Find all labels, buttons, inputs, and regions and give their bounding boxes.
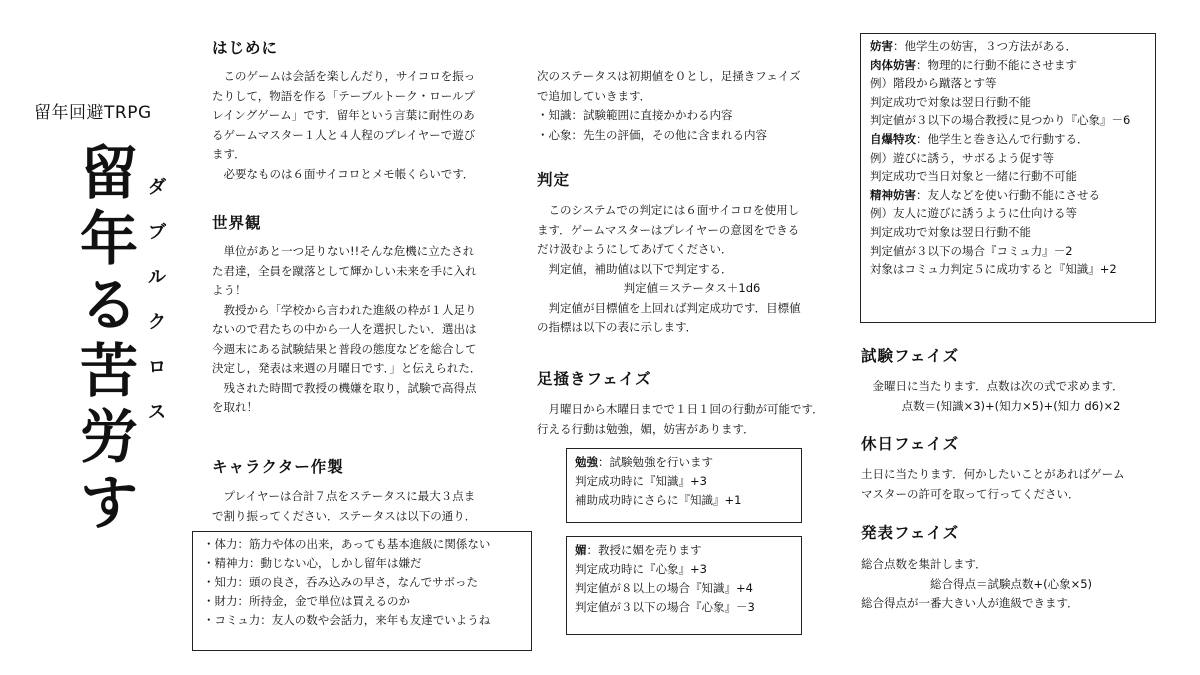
text-line: ます．ゲームマスターはプレイヤーの意図をできる [537, 222, 800, 237]
struggle-text [537, 400, 847, 439]
text-line: 判定値，補助値は以下で判定する． [548, 261, 733, 276]
text-line: 単位があと一つ足りない!!そんな危機に立たされ [223, 244, 475, 258]
stat-line: ・知力：頭の良さ，呑み込みの早さ，なんでサボった [203, 575, 478, 589]
text-line: 次のステータスは初期値を０とし，足掻きフェイズ [537, 69, 801, 83]
subtitle: 留年回避TRPG [34, 103, 152, 123]
title-char: 留 [79, 139, 138, 207]
flatter-title: 媚 [575, 543, 587, 557]
announce-text [861, 555, 1161, 614]
flatter-line: 判定値が３以下の場合『心象』－3 [575, 600, 755, 614]
physical-line: 判定値が３以下の場合教授に見つかり『心象』－6 [870, 113, 1131, 128]
judge-text [537, 201, 847, 338]
text-line: たりして，物語を作る「テーブルトーク・ロールプ [212, 88, 476, 103]
study-box [566, 448, 802, 523]
intro-text [212, 67, 522, 184]
announce-heading: 発表フェイズ [861, 524, 960, 542]
mental-title: 精神妨害 [870, 187, 916, 202]
world-text [212, 242, 522, 418]
suicide-desc: ：他学生と巻き込んで行動する． [916, 131, 1089, 146]
text-line: た君達，全員を蹴落として輝かしい未来を手に入れ [212, 263, 477, 278]
announce-formula: 総合得点＝試験点数+(心象×5) [929, 576, 1093, 591]
suicide-line: 判定成功で当日対象と一緒に行動不可能 [870, 169, 1077, 184]
physical-title: 肉体妨害 [870, 57, 916, 72]
stat-line: ・体力：筋力や体の出来，あっても基本進級に関係ない [203, 537, 491, 551]
hinder-desc: ：他学生の妨害，３つ方法がある． [893, 39, 1077, 53]
text-line: を取れ！ [212, 400, 258, 414]
flatter-line: 判定値が８以上の場合『知識』+4 [575, 581, 753, 595]
text-line: るゲームマスター１人と４人程のプレイヤーで遊び [212, 127, 476, 142]
title-char: 労 [79, 403, 138, 471]
stat-line: ・精神力：動じない心，しかし留年は嫌だ [203, 556, 422, 570]
mental-line: 判定成功で対象は翌日行動不能 [870, 224, 1031, 239]
text-line: このゲームは会話を楽しんだり，サイコロを振っ [223, 69, 476, 83]
text-line: の指標は以下の表に示します． [537, 320, 698, 334]
vertical-title [72, 140, 146, 536]
mental-line: 判定値が３以下の場合『コミュ力』－2 [870, 243, 1073, 258]
suicide-line: 例）遊びに誘う，サボるよう促す等 [870, 150, 1054, 165]
text-line: だけ汲むようにしてあげてください． [537, 242, 733, 256]
title-char: 年 [79, 205, 138, 273]
text-line: よう！ [212, 283, 247, 297]
physical-line: 判定成功で対象は翌日行動不能 [870, 94, 1031, 109]
physical-desc: ：物理的に行動不能にさせます [916, 57, 1077, 72]
text-line: マスターの許可を取って行ってください． [861, 486, 1080, 501]
ruby-char: ダ [148, 177, 166, 198]
title-char: す [79, 469, 138, 537]
text-line: このシステムでの判定には６面サイコロを使用し [548, 203, 800, 217]
text-line: で割り振ってください．ステータスは以下の通り． [212, 508, 477, 523]
text-line: 今週末にある試験結果と普段の態度などを総合して [212, 341, 477, 356]
mental-desc: ：友人などを使い行動不能にさせる [916, 187, 1100, 202]
text-line: 決定し，発表は来週の月曜日です．」と伝えられた． [212, 361, 482, 375]
hinder-box [860, 33, 1156, 323]
stat-line: ・財力：所持金，金で単位は買えるのか [203, 594, 410, 608]
exam-heading: 試験フェイズ [861, 347, 960, 365]
ruby-char: ル [148, 267, 166, 288]
text-line: 総合点数を集計します． [861, 557, 987, 571]
text-line: で追加していきます． [537, 88, 652, 103]
text-line: 月曜日から木曜日までで１日１回の行動が可能です． [548, 402, 824, 416]
text-line: 教授から「学校から言われた進級の枠が１人足り [223, 302, 477, 317]
ruby-char: ク [148, 312, 166, 333]
title-char: る [79, 271, 138, 339]
character-heading: キャラクター作製 [212, 458, 344, 476]
suicide-title: 自爆特攻 [870, 131, 916, 146]
holiday-heading: 休日フェイズ [861, 435, 960, 453]
flatter-desc: ：教授に媚を売ります [586, 543, 702, 557]
physical-line: 例）階段から蹴落とす等 [870, 76, 997, 91]
text-line: ます． [212, 147, 246, 161]
text-line: ・心象：先生の評価，その他に含まれる内容 [537, 127, 767, 142]
stats-box [192, 531, 532, 651]
text-line: 判定値が目標値を上回れば判定成功です．目標値 [548, 300, 801, 315]
study-desc: ：試験勉強を行います [598, 455, 713, 469]
stat-line: ・コミュ力：友人の数や会話力，来年も友達でいようね [203, 613, 491, 627]
study-line: 補助成功時にさらに『知識』+1 [575, 493, 742, 507]
text-line: 必要なものは６面サイコロとメモ帳くらいです． [223, 166, 475, 181]
mental-line: 例）友人に遊びに誘うように仕向ける等 [870, 206, 1077, 221]
character-text [212, 487, 522, 526]
hinder-title: 妨害 [870, 39, 893, 53]
exam-text [861, 377, 1161, 416]
text-line: 金曜日に当たります．点数は次の式で求めます． [872, 379, 1124, 393]
ruby-char: ブ [148, 222, 166, 243]
study-line: 判定成功時に『知識』+3 [575, 474, 707, 488]
title-ruby [146, 165, 168, 435]
text-line: 残された時間で教授の機嫌を取り，試験で高得点 [223, 380, 477, 395]
judge-formula: 判定値＝ステータス＋1d6 [623, 281, 761, 295]
text-line: プレイヤーは合計７点をステータスに最大３点ま [223, 489, 476, 503]
struggle-heading: 足掻きフェイズ [537, 370, 652, 388]
text-line: レイングゲーム」です．留年という言葉に耐性のあ [212, 108, 475, 122]
status-text [537, 67, 847, 145]
judge-heading: 判定 [537, 171, 571, 189]
mental-line: 対象はコミュ力判定５に成功すると『知識』+2 [870, 262, 1117, 277]
exam-formula: 点数＝(知識×3)+(知力×5)+(知力 d6)×2 [901, 398, 1121, 413]
ruby-char: ス [148, 402, 166, 423]
title-char: 苦 [79, 337, 138, 405]
intro-heading: はじめに [212, 39, 279, 57]
text-line: 土日に当たります．何かしたいことがあればゲーム [861, 467, 1125, 481]
text-line: ないので君たちの中から一人を選択したい．選出は [212, 322, 477, 336]
study-title: 勉強 [575, 455, 598, 469]
text-line: 総合得点が一番大きい人が進級できます． [861, 596, 1079, 610]
text-line: ・知識：試験範囲に直接かかわる内容 [537, 108, 733, 122]
flatter-line: 判定成功時に『心象』+3 [575, 562, 707, 576]
holiday-text [861, 465, 1161, 504]
world-heading: 世界観 [212, 214, 262, 232]
ruby-char: ロ [148, 357, 166, 378]
text-line: 行える行動は勉強，媚，妨害があります． [537, 421, 755, 436]
flatter-box [566, 536, 802, 635]
